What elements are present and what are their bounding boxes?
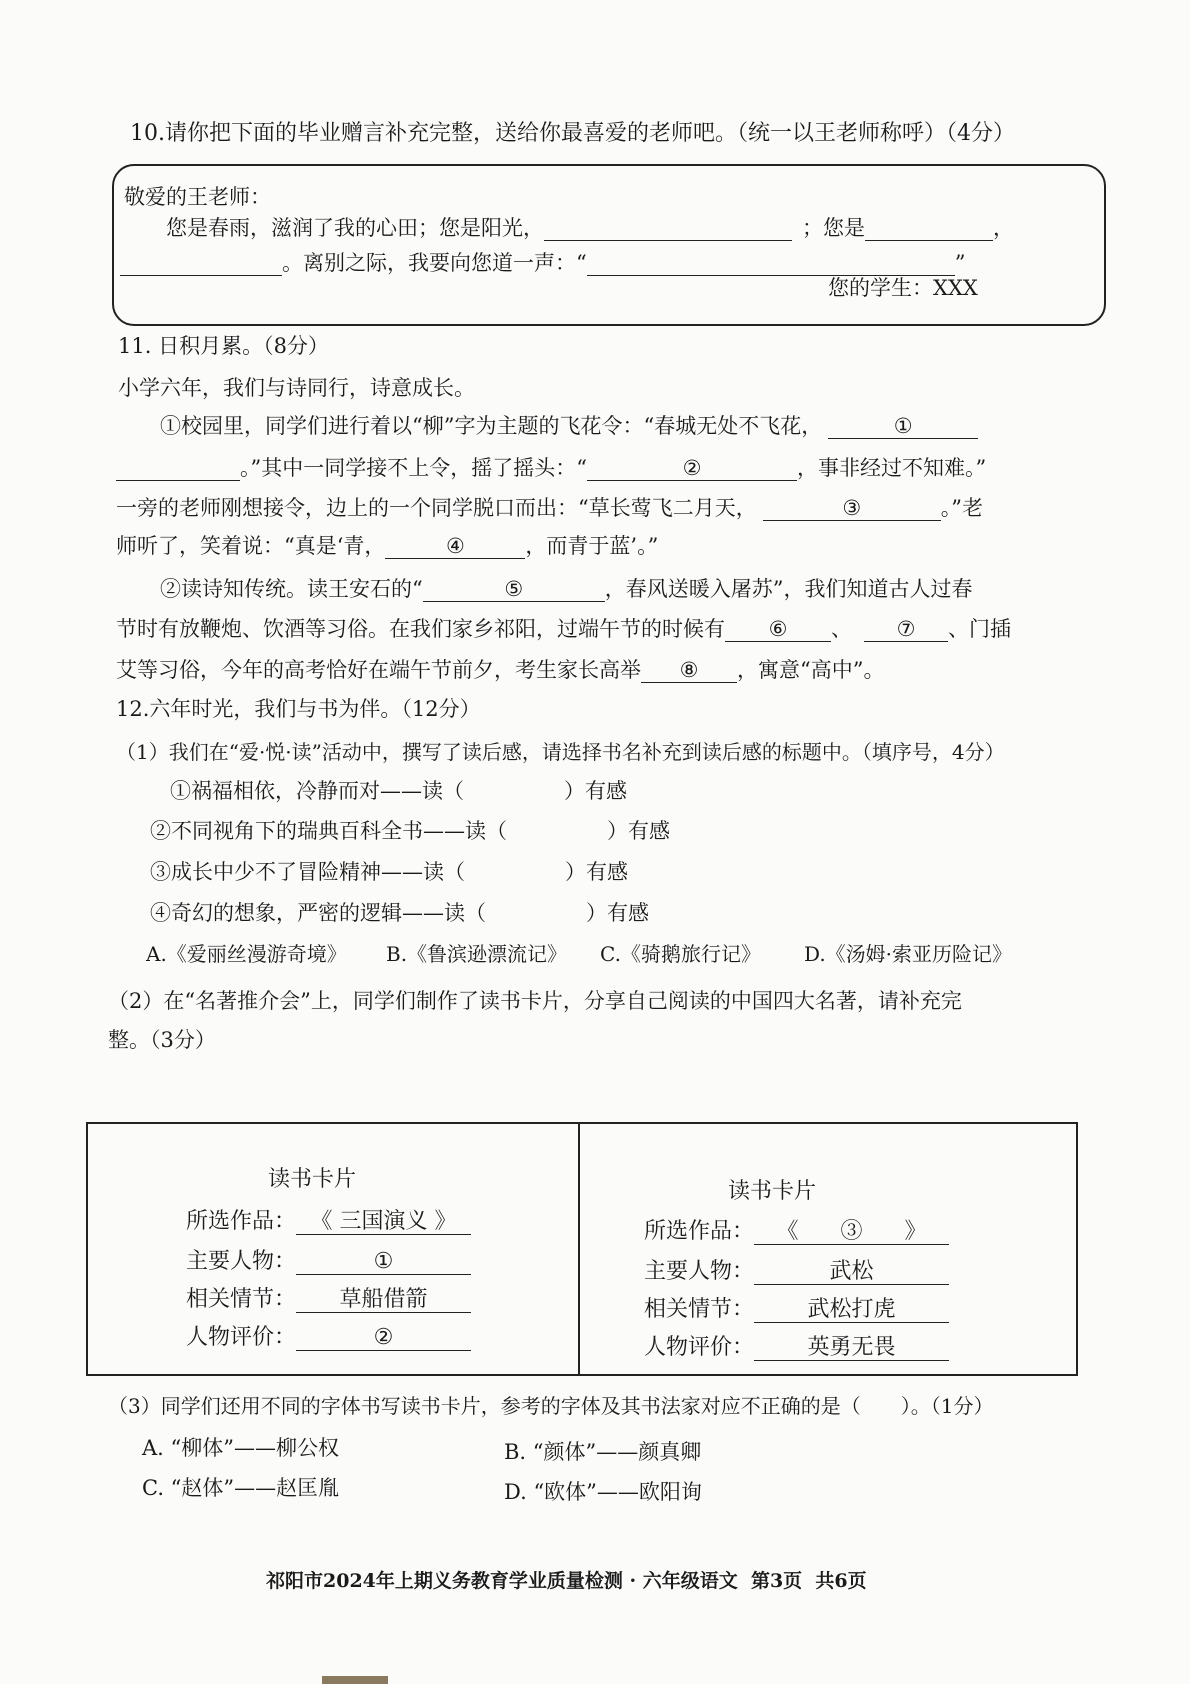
card-2-work-label: 所选作品： [644,1219,755,1244]
card-2-char-value: 武松 [754,1260,949,1285]
card-2-char-label: 主要人物： [644,1259,755,1284]
q11-p2-line2 [116,613,1011,643]
q12-item-3-suffix: ）有感 [565,860,628,884]
q11-blank-8[interactable]: ⑧ [641,659,737,683]
q11-p1-text-c: ，事非经过不知难。” [796,456,987,480]
card-2-char-row [644,1254,949,1285]
q11-p2-text-g: ，寓意“高中”。 [737,658,885,682]
q12-item-2-answer[interactable] [507,820,607,843]
q10-blank-3[interactable] [120,252,282,276]
q11-p1-text: ①校园里，同学们进行着以“柳”字为主题的飞花令：“春城无处不飞花， [160,414,823,438]
card-1-char-value[interactable]: ① [296,1250,471,1275]
q11-p1-text-e: 。”老 [940,496,983,520]
q11-blank-5[interactable]: ⑤ [423,578,605,602]
q10-line1-text-b: ；您是 [802,216,865,240]
q12-option-a: A.《爱丽丝漫游奇境》 [146,942,347,966]
q11-blank-4[interactable]: ④ [385,535,525,559]
q12-sub3-option-d: D. “欧体”——欧阳询 [504,1480,702,1504]
card-2-eval-value: 英勇无畏 [754,1336,949,1361]
q11-p1-text-f: 师听了，笑着说：“真是‘青， [116,534,386,558]
scan-edge-mark [322,1676,388,1684]
q11-p2-line3 [116,654,884,684]
cards-divider [578,1124,580,1374]
q12-sub3-option-c: C. “赵体”——赵匡胤 [142,1476,340,1500]
q12-sub3: （3）同学们还用不同的字体书写读书卡片，参考的字体及其书法家对应不正确的是（ ）。（1分） [108,1394,994,1418]
card-2-eval-row [644,1330,949,1361]
q12-item-4-suffix: ）有感 [586,901,649,925]
q12-item-2-suffix: ）有感 [607,819,670,843]
q11-p1-line3 [116,492,983,522]
q12-option-c: C.《骑鹅旅行记》 [600,942,761,966]
q11-blank-1[interactable]: ① [828,415,978,439]
q12-item-1-suffix: ）有感 [564,779,627,803]
q10-greeting: 敬爱的王老师： [124,185,271,209]
q12-item-1 [170,775,627,805]
card-1-plot-label: 相关情节： [186,1287,297,1312]
q10-blank-1[interactable] [544,217,792,241]
q11-blank-3[interactable]: ③ [763,497,941,521]
q11-intro: 小学六年，我们与诗同行，诗意成长。 [118,376,475,400]
q12-item-4 [150,897,649,927]
card-1-title: 读书卡片 [268,1167,357,1192]
card-1-char-row [186,1244,471,1275]
q11-p2-text-b: ，春风送暖入屠苏”，我们知道古人过春 [604,577,973,601]
q12-item-2 [150,815,670,845]
q12-item-1-answer[interactable] [464,780,564,803]
q12-heading: 12.六年时光，我们与书为伴。（12分） [116,697,481,721]
q12-item-1-text: ①祸福相依，冷静而对——读（ [170,779,464,803]
reading-cards-table [86,1122,1078,1376]
q12-sub2-line1: （2）在“名著推介会”上，同学们制作了读书卡片，分享自己阅读的中国四大名著，请补充完 [108,989,962,1013]
q10-line1 [166,212,1014,242]
q12-sub3-option-a: A. “柳体”——柳公权 [142,1436,339,1460]
q12-sub2-line2: 整。（3分） [108,1028,216,1052]
q12-sub1: （1）我们在“爱·悦·读”活动中，撰写了读后感，请选择书名补充到读后感的标题中。（填序号，4分） [116,740,1005,764]
q12-item-2-text: ②不同视角下的瑞典百科全书——读（ [150,819,507,843]
q11-p2-text-f: 艾等习俗，今年的高考恰好在端午节前夕，考生家长高举 [116,658,641,682]
card-1-eval-row [186,1320,471,1351]
q11-p1-text-g: ，而青于蓝’。” [525,534,659,558]
card-1-work-label: 所选作品： [186,1209,297,1234]
card-1-plot-value: 草船借箭 [296,1288,471,1313]
q11-blank-2[interactable]: ② [587,457,797,481]
q12-sub3-option-b: B. “颜体”——颜真卿 [504,1440,702,1464]
q10-line2-text-a: 。离别之际，我要向您道一声：“ [282,251,587,275]
q10-blank-2[interactable] [865,217,993,241]
card-1-work-row [186,1204,471,1235]
q10-line2-text-b: ” [954,251,966,275]
card-2-title: 读书卡片 [728,1179,817,1204]
q11-heading: 11. 日积月累。（8分） [118,334,329,358]
card-1-eval-label: 人物评价： [186,1325,297,1350]
q10-line1-text-a: 您是春雨，滋润了我的心田；您是阳光， [166,216,544,240]
card-1-plot-row [186,1282,471,1313]
q12-item-4-text: ④奇幻的想象，严密的逻辑——读（ [150,901,486,925]
q12-item-4-answer[interactable] [486,902,586,925]
q11-p1-line4 [116,530,658,560]
q11-p2-line1 [160,573,972,603]
card-2-plot-label: 相关情节： [644,1297,755,1322]
q12-option-d: D.《汤姆·索亚历险记》 [804,942,1013,966]
card-1-char-label: 主要人物： [186,1249,297,1274]
q12-item-3 [150,856,628,886]
card-2-eval-label: 人物评价： [644,1335,755,1360]
q11-p1-text-d: 一旁的老师刚想接令，边上的一个同学脱口而出：“草长莺飞二月天， [116,496,757,520]
card-2-plot-value: 武松打虎 [754,1298,949,1323]
page-footer: 祁阳市2024年上期义务教育学业质量检测 · 六年级语文 第3页 共6页 [266,1570,867,1592]
card-1-eval-value[interactable]: ② [296,1326,471,1351]
q11-blank-6[interactable]: ⑥ [725,618,831,642]
q11-blank-1-cont[interactable] [116,457,240,481]
q10-heading: 10.请你把下面的毕业赠言补充完整，送给你最喜爱的老师吧。（统一以王老师称呼）（4分） [130,121,1015,146]
q11-p2-text-c: 节时有放鞭炮、饮酒等习俗。在我们家乡祁阳，过端午节的时候有 [116,617,725,641]
q11-blank-7[interactable]: ⑦ [864,618,948,642]
q10-line1-text-c: ， [993,216,1014,240]
q12-item-3-text: ③成长中少不了冒险精神——读（ [150,860,465,884]
q10-signature: 您的学生：XXX [828,276,978,300]
q11-p2-text-d: 、 [831,617,852,641]
card-2-work-value[interactable]: 《 ③ 》 [754,1220,949,1245]
card-2-work-row [644,1214,949,1245]
q11-p2-text-a: ②读诗知传统。读王安石的“ [160,577,423,601]
q11-p1-line2 [116,452,986,482]
q11-p1-line1 [160,410,978,440]
q12-item-3-answer[interactable] [465,861,565,884]
card-1-work-value: 《 三国演义 》 [296,1210,471,1235]
q12-option-b: B.《鲁滨逊漂流记》 [386,942,568,966]
card-2-plot-row [644,1292,949,1323]
q11-p1-text-b: 。”其中一同学接不上令，摇了摇头：“ [240,456,587,480]
q11-p2-text-e: 、门插 [948,617,1011,641]
